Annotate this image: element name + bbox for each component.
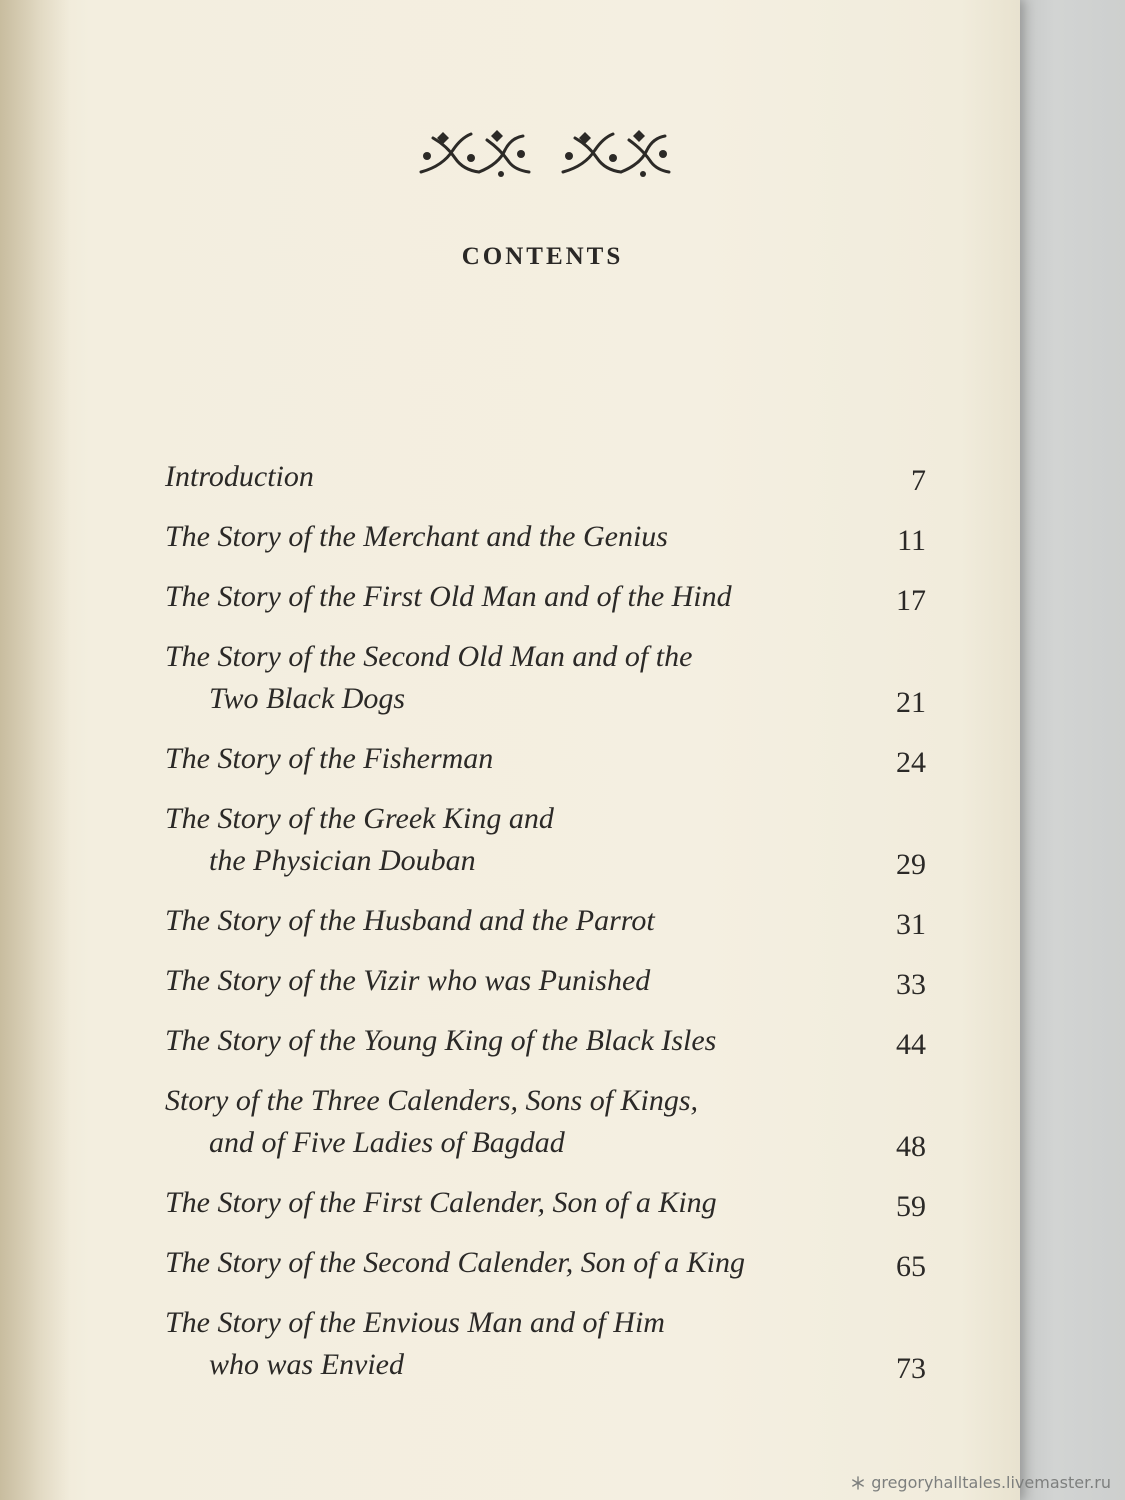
toc-entry-title-continued: Two Black Dogs bbox=[209, 682, 406, 715]
toc-entry-title: The Story of the Greek King and bbox=[165, 802, 554, 835]
toc-page-number: 11 bbox=[897, 524, 926, 557]
background-surface bbox=[1015, 0, 1125, 1500]
toc-page-number: 17 bbox=[896, 584, 926, 617]
toc-entry-title-continued: the Physician Douban bbox=[209, 844, 476, 877]
toc-entry-title: The Story of the First Old Man and of the Hind bbox=[165, 580, 732, 613]
toc-page-number: 24 bbox=[896, 746, 926, 779]
toc-page-number: 73 bbox=[896, 1352, 926, 1385]
toc-entry[interactable] bbox=[165, 1080, 930, 1164]
toc-entry[interactable] bbox=[165, 1182, 930, 1224]
toc-page-number: 59 bbox=[896, 1190, 926, 1223]
page-title: CONTENTS bbox=[461, 243, 624, 270]
toc-entry[interactable] bbox=[165, 576, 930, 618]
snowflake-icon bbox=[851, 1475, 865, 1489]
toc-entry[interactable] bbox=[165, 738, 930, 780]
toc-entry-title: The Story of the Fisherman bbox=[165, 742, 494, 775]
toc-entry[interactable] bbox=[165, 1020, 930, 1062]
toc-entry-title-continued: and of Five Ladies of Bagdad bbox=[209, 1126, 565, 1159]
toc-entry-title: The Story of the Merchant and the Genius bbox=[165, 520, 668, 553]
toc-entry-title-continued: who was Envied bbox=[209, 1348, 404, 1381]
toc-entry[interactable] bbox=[165, 1242, 930, 1284]
floral-ornament-icon bbox=[413, 128, 673, 180]
toc-entry-title: The Story of the Envious Man and of Him bbox=[165, 1306, 665, 1339]
toc-entry-title: The Story of the First Calender, Son of a King bbox=[165, 1186, 717, 1219]
toc-entry-title: Introduction bbox=[165, 460, 314, 493]
toc-entry[interactable] bbox=[165, 900, 930, 942]
watermark-text: gregoryhalltales.livemaster.ru bbox=[871, 1473, 1111, 1492]
toc-page-number: 65 bbox=[896, 1250, 926, 1283]
toc-page-number: 44 bbox=[896, 1028, 926, 1061]
toc-entry-title: Story of the Three Calenders, Sons of Kings, bbox=[165, 1084, 699, 1117]
toc-entry[interactable] bbox=[165, 516, 930, 558]
toc-entry[interactable] bbox=[165, 1302, 930, 1386]
toc-page-number: 33 bbox=[896, 968, 926, 1001]
page-gutter-shadow bbox=[0, 0, 70, 1500]
toc-entry-title: The Story of the Second Old Man and of the bbox=[165, 640, 693, 673]
toc-entry[interactable] bbox=[165, 456, 930, 498]
toc-entry[interactable] bbox=[165, 798, 930, 882]
toc-entry[interactable] bbox=[165, 960, 930, 1002]
toc-page-number: 31 bbox=[896, 908, 926, 941]
toc-page-number: 29 bbox=[896, 848, 926, 881]
toc-entry-title: The Story of the Young King of the Black Isles bbox=[165, 1024, 717, 1057]
toc-entry-title: The Story of the Husband and the Parrot bbox=[165, 904, 655, 937]
watermark bbox=[851, 1473, 1111, 1492]
toc-page-number: 7 bbox=[911, 464, 926, 497]
table-of-contents bbox=[165, 456, 930, 1404]
toc-entry-title: The Story of the Vizir who was Punished bbox=[165, 964, 651, 997]
toc-entry[interactable] bbox=[165, 636, 930, 720]
toc-page-number: 21 bbox=[896, 686, 926, 719]
toc-page-number: 48 bbox=[896, 1130, 926, 1163]
toc-entry-title: The Story of the Second Calender, Son of a King bbox=[165, 1246, 745, 1279]
